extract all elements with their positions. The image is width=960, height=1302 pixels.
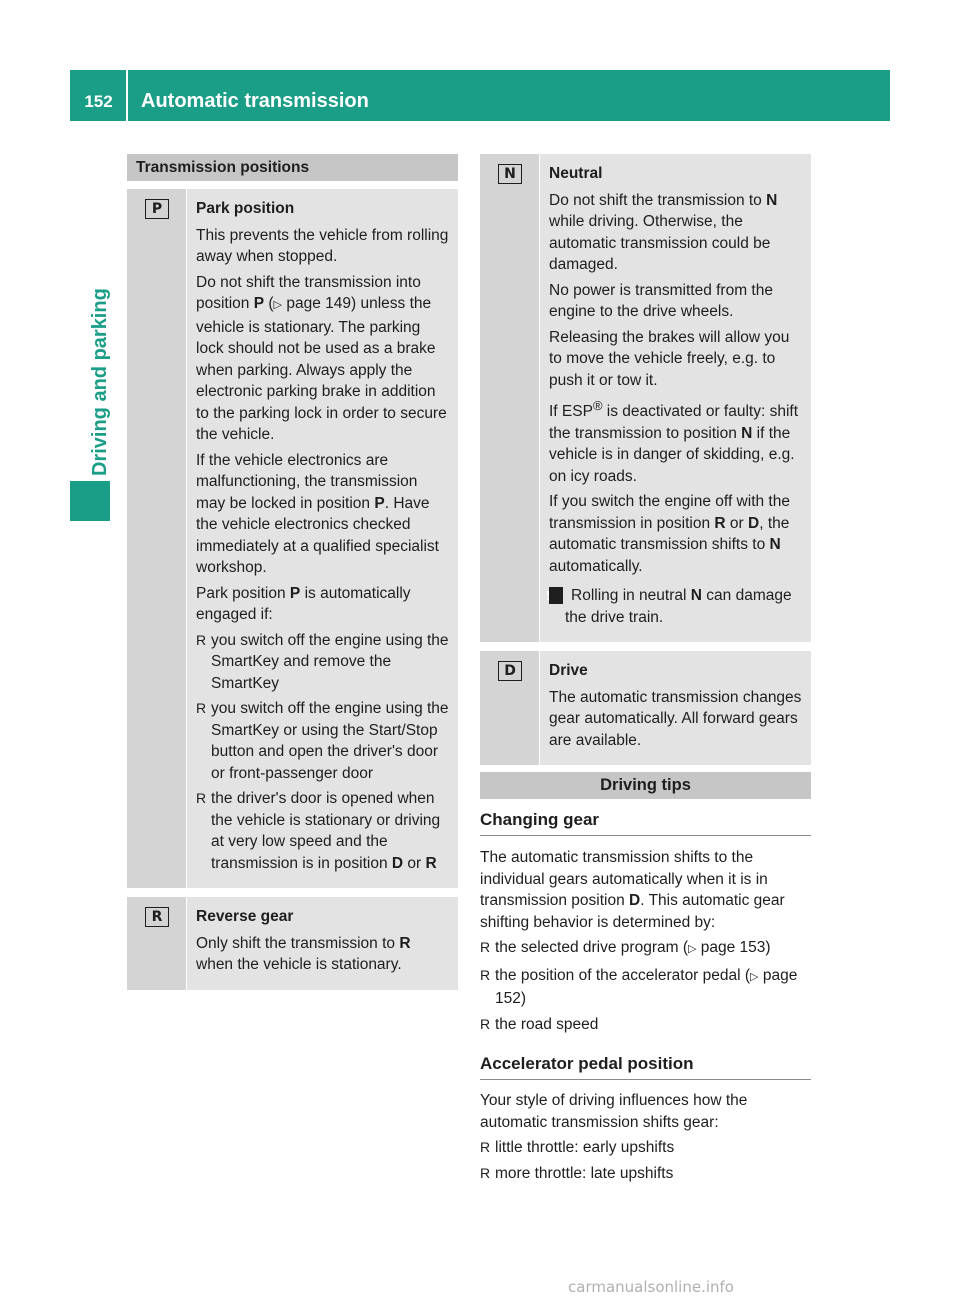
park-symbol-icon: P [145,199,169,219]
paragraph: The automatic transmission shifts to the individual gears automatically when it is in transmission position D. This automatic gear shifting behavior is determined by: [480,849,785,931]
symbol-cell [127,897,187,990]
page-reference-link[interactable]: page 153 [700,939,766,956]
table-row-neutral [480,154,811,642]
header-divider [126,70,128,121]
list-item: R more throttle: late upshifts [480,1163,811,1185]
subsection-heading: Changing gear [480,810,811,836]
row-title: Neutral [549,165,603,182]
table-row-park [127,189,458,888]
text-cell [540,154,811,642]
list-item: R you switch off the engine using the SmartKey or using the Start/Stop button and open the driver's door or front-passenger door [196,698,450,784]
page-reference-icon: ▷ [687,943,697,955]
page-reference-icon: ▷ [750,970,759,983]
row-title: Drive [549,662,588,680]
subsection-heading: Accelerator pedal position [480,1054,811,1080]
text-cell [540,651,811,765]
list-item: R the selected drive program (▷ page 153) [480,937,811,961]
paragraph: Do not shift the transmission to N while driving. Otherwise, the automatic transmission could be damaged. [549,191,778,273]
changing-gear-body [480,847,811,1039]
warning-note: ! Rolling in neutral N can damage the drive train. [545,587,792,626]
symbol-cell [480,651,540,765]
paragraph: If you switch the engine off with the transmission in position R or D, the automatic transmission shifts to N automatically. [549,493,790,575]
paragraph: If the vehicle electronics are malfunctioning, the transmission may be locked in position P. Have the vehicle electronics checked immediately at a qualified specialist workshop. [196,451,439,576]
list-item: R you switch off the engine using the SmartKey and remove the SmartKey [196,630,450,695]
list-item: R the driver's door is opened when the vehicle is stationary or driving at very low speed and the transmission is in position D or R [196,788,450,874]
transmission-positions-table [127,154,458,990]
section-heading: Driving tips [480,772,811,799]
text-cell [187,189,458,888]
paragraph: Your style of driving influences how the automatic transmission shifts gear: [480,1092,748,1131]
paragraph: Only shift the transmission to R when the vehicle is stationary. [196,934,411,973]
paragraph: Releasing the brakes will allow you to move the vehicle freely, e.g. to push it or tow it. [549,328,790,389]
row-title: Reverse gear [196,908,294,925]
paragraph: Park position P is automatically engaged if: [196,584,411,623]
symbol-cell [480,154,540,642]
table-heading: Transmission positions [127,154,458,181]
list-item: R the road speed [480,1014,811,1036]
text-cell [187,897,458,990]
page-number: 152 [84,92,113,111]
page-reference-link[interactable]: page 149 [286,295,351,312]
accelerator-body [480,1090,811,1188]
drive-symbol-icon: D [498,661,522,681]
watermark: carmanualsonline.info [568,1278,734,1296]
page-reference-icon: ▷ [273,299,283,311]
table-row-reverse [127,897,458,990]
page-title: Automatic transmission [141,90,369,112]
paragraph: The automatic transmission changes gear automatically. All forward gears are available. [549,688,802,749]
warning-icon: ! [549,587,563,604]
list-item: R the position of the accelerator pedal (▷ page 152) [480,965,811,1010]
paragraph: Do not shift the transmission into position P (▷ page 149) unless the vehicle is stationary. The parking lock should not be used as a brake when parking. Always apply the electronic parking brake in addition to the parking lock in order to secure the vehicle. [196,273,447,443]
neutral-symbol-icon: N [498,164,522,184]
symbol-cell [127,189,187,888]
paragraph: This prevents the vehicle from rolling away when stopped. [196,226,449,265]
transmission-positions-table-continued [480,154,811,765]
side-tab-label: Driving and parking [89,288,111,476]
paragraph: No power is transmitted from the engine to the drive wheels. [549,281,773,320]
paragraph: If ESP® is deactivated or faulty: shift the transmission to position N if the vehicle is in danger of skidding, e.g. on icy roads. [549,398,799,485]
reverse-symbol-icon: R [145,907,169,927]
page-reference-link[interactable]: page 152 [495,966,798,1007]
list-item: R little throttle: early upshifts [480,1137,811,1159]
row-title: Park position [196,200,295,217]
table-row-drive [480,651,811,765]
side-tab-marker [70,481,110,521]
